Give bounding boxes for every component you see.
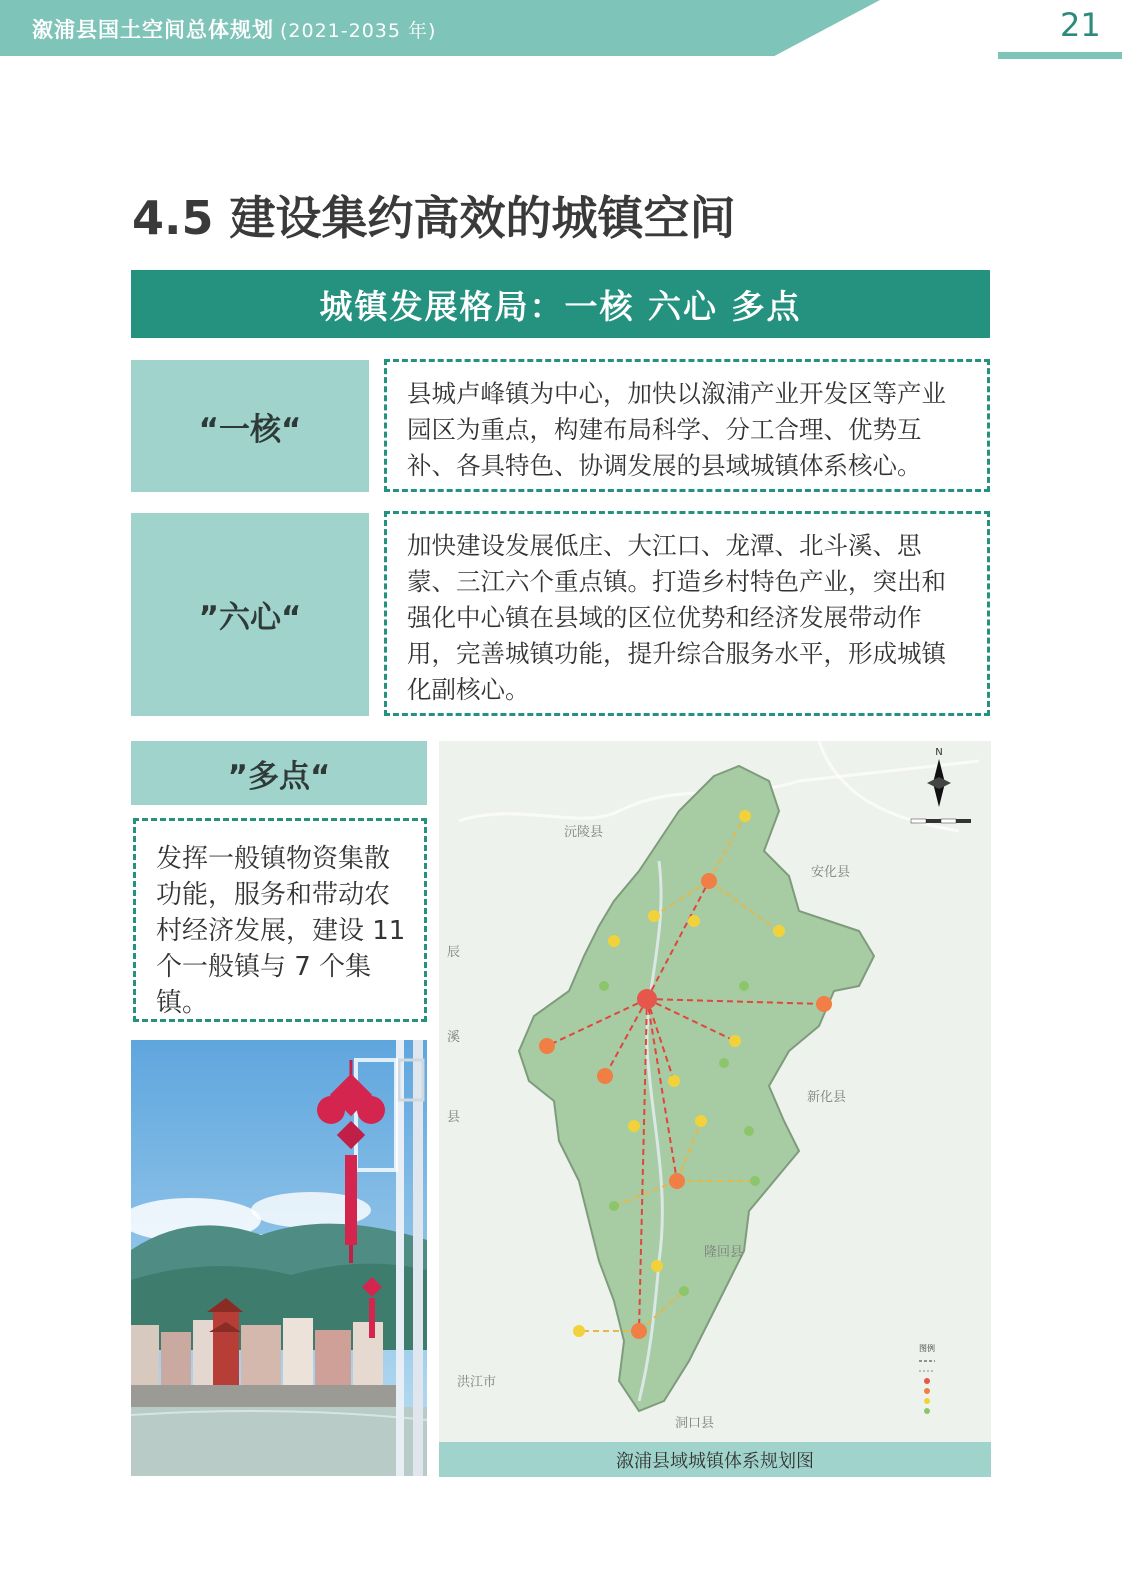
general-town-marker: [573, 1325, 585, 1337]
scale-bar: [911, 819, 971, 823]
item-multi-points-label: ”多点“: [131, 741, 427, 805]
neighbor-label: 洪江市: [457, 1375, 497, 1390]
neighbor-label: 洞口县: [675, 1416, 715, 1431]
neighbor-label: 新化县: [807, 1090, 847, 1105]
market-town-marker: [739, 981, 749, 991]
neighbor-label: 沅陵县: [564, 825, 604, 840]
section-title: 4.5 建设集约高效的城镇空间: [132, 191, 736, 245]
item-six-centers-text: 加快建设发展低庄、大江口、龙潭、北斗溪、思蒙、三江六个重点镇。打造乡村特色产业，突出和强化中心镇在县域的区位优势和经济发展带动作用，完善城镇功能，提升综合服务水平，形成城镇化副核心。: [384, 511, 990, 716]
item-core-label: “一核“: [131, 360, 369, 492]
document-period: (2021-2035 年): [280, 20, 437, 42]
general-town-marker: [695, 1115, 707, 1127]
key-town-marker: [816, 996, 832, 1012]
key-town-marker: [597, 1068, 613, 1084]
county-map-svg: [439, 741, 991, 1477]
market-town-marker: [609, 1201, 619, 1211]
document-title: [32, 14, 436, 44]
general-town-marker: [651, 1260, 663, 1272]
neighbor-label: 安化县: [811, 865, 851, 880]
market-town-marker: [719, 1058, 729, 1068]
key-town-marker: [701, 873, 717, 889]
page-number-underline: [998, 52, 1122, 59]
city-photo-image: [131, 1040, 427, 1476]
item-six-centers-label: ”六心“: [131, 513, 369, 716]
item-multi-points-text: 发挥一般镇物资集散功能，服务和带动农村经济发展，建设 11 个一般镇与 7 个集镇。: [133, 818, 427, 1022]
market-town-marker: [599, 981, 609, 991]
section-banner: 城镇发展格局：一核 六心 多点: [131, 270, 990, 338]
legend-title: 图例: [919, 1344, 935, 1353]
city-photo: [131, 1040, 427, 1476]
general-town-marker: [668, 1075, 680, 1087]
item-core-text: 县城卢峰镇为中心，加快以溆浦产业开发区等产业园区为重点，构建布局科学、分工合理、优势互补、各具特色、协调发展的县域城镇体系核心。: [384, 359, 990, 492]
neighbor-label: 县: [447, 1110, 461, 1125]
market-town-marker: [744, 1126, 754, 1136]
neighbor-label: 辰: [447, 945, 461, 960]
general-town-marker: [739, 810, 751, 822]
general-town-marker: [773, 925, 785, 937]
neighbor-label: 溪: [447, 1030, 461, 1045]
general-town-marker: [608, 935, 620, 947]
north-label: N: [935, 747, 943, 758]
general-town-marker: [628, 1120, 640, 1132]
general-town-marker: [688, 915, 700, 927]
document-title-text: 溆浦县国土空间总体规划: [32, 18, 274, 42]
key-town-marker: [539, 1038, 555, 1054]
page-number: 21: [1060, 6, 1101, 44]
key-town-marker: [669, 1173, 685, 1189]
general-town-marker: [648, 910, 660, 922]
market-town-marker: [679, 1286, 689, 1296]
market-town-marker: [750, 1176, 760, 1186]
general-town-marker: [729, 1035, 741, 1047]
map-caption: 溆浦县域城镇体系规划图: [439, 1442, 991, 1477]
county-map: [439, 741, 991, 1477]
county-seat-marker: [637, 989, 657, 1009]
key-town-marker: [631, 1323, 647, 1339]
neighbor-label: 隆回县: [704, 1245, 744, 1260]
